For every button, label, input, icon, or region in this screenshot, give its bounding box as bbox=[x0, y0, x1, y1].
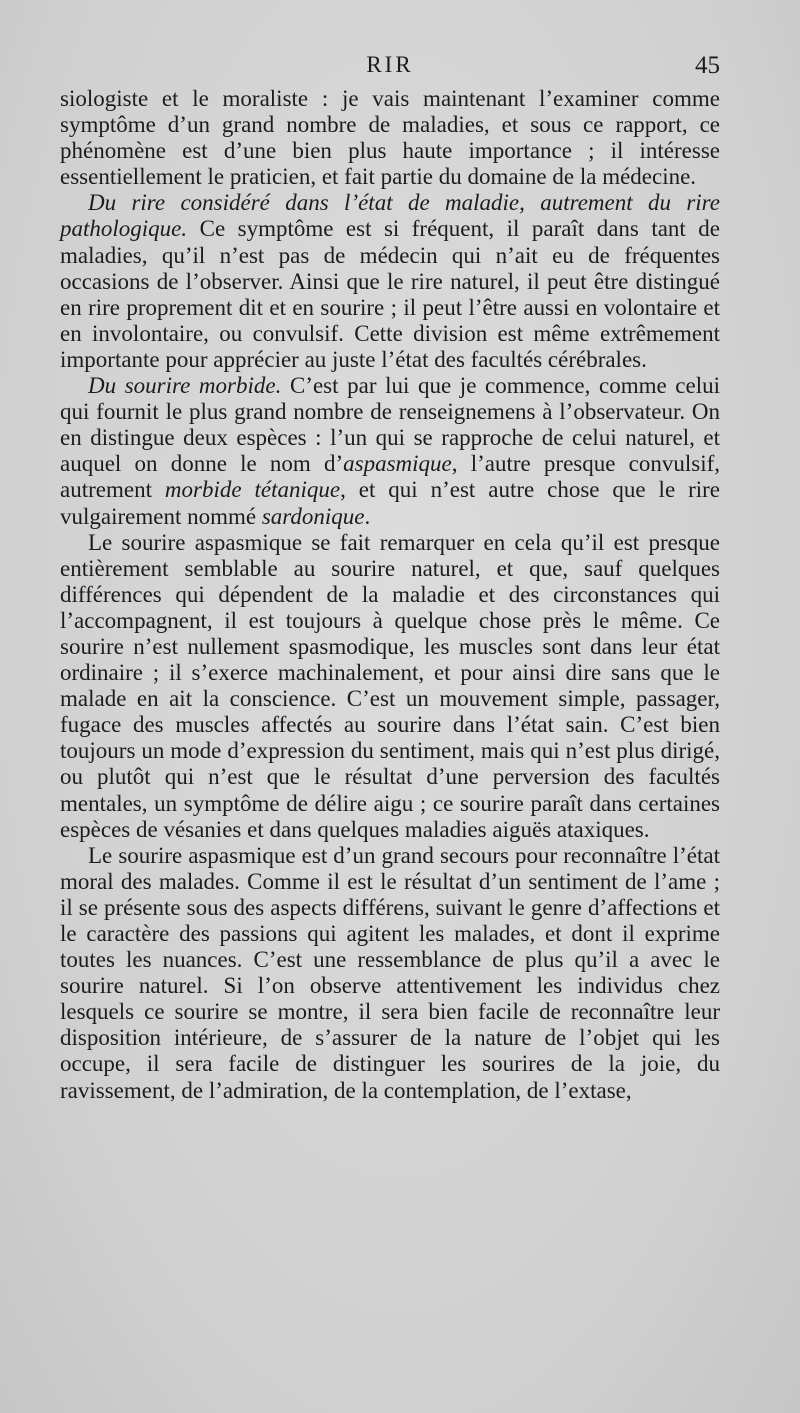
text-run: Le sourire aspasmique se fait remarquer en cela qu’il est presque entièrement semblable au sourire naturel, et que, sauf quelques différences qui dépendent de la maladie et des circonstances qui l’accompagnent, il est toujours à quelque chose près le même. Ce sourire n’est nullement spasmodique, les muscles sont dans leur état ordinaire ; il s’exerce machinalement, et pour ainsi dire sans que le malade en ait la conscience. C’est un mouvement simple, passager, fugace des muscles affectés au sourire dans l’état sain. C’est bien toujours un mode d’expression du sentiment, mais qui n’est plus dirigé, ou plutôt qui n’est que le résultat d’une perversion des facultés mentales, un symptôme de délire aigu ; ce sourire paraît dans certaines espèces de vésanies et dans quelques maladies aiguës ataxiques. bbox=[60, 529, 720, 842]
page-header bbox=[60, 52, 720, 86]
text-run: . bbox=[364, 503, 371, 529]
italic-text: aspasmique bbox=[343, 451, 452, 477]
paragraph bbox=[60, 86, 720, 190]
text-run: Le sourire aspasmique est d’un grand secours pour reconnaître l’état moral des malades. Comme il est le résultat d’un sentiment de l’ame ; il se présente sous des aspects différens, suivant le genre d’affections et le caractère des passions qui agitent les malades, et dont il exprime toutes les nuances. C’est une ressemblance de plus qu’il a avec le sourire naturel. Si l’on observe attentivement les individus chez lesquels ce sourire se montre, il sera bien facile de reconnaître leur disposition intérieure, de s’assurer de la nature de l’objet qui les occupe, il sera facile de distinguer les sourires de la joie, du ravissement, de l’admiration, de la contemplation, de l’extase, bbox=[60, 842, 720, 1103]
text-run: Ce symptôme est si fréquent, il paraît dans tant de maladies, qu’il n’est pas de médecin qui n’ait eu de fréquentes occasions de l’observer. Ainsi que le rire naturel, il peut être distingué en rire proprement dit et en sourire ; il peut l’être aussi en volontaire et en involontaire, ou convulsif. Cette division est même extrêmement importante pour apprécier au juste l’état des facultés cérébrales. bbox=[60, 216, 720, 372]
italic-text: Du sourire morbide. bbox=[88, 373, 282, 399]
text-run: C’est par lui que je commence, comme celui qui fournit le plus grand nombre de renseignemens à l’observateur. On en distingue deux espèces : l’un qui se rapproche de celui naturel, et auquel on donne le nom d’ bbox=[60, 373, 720, 477]
italic-text: sardonique bbox=[261, 503, 365, 529]
paragraph bbox=[60, 190, 720, 373]
paragraph bbox=[60, 843, 720, 1104]
page-number: 45 bbox=[695, 52, 720, 79]
text-run: , l’autre presque convulsif, autrement bbox=[60, 451, 720, 503]
paragraph bbox=[60, 530, 720, 843]
italic-text: Du rire considéré dans l’état de maladie, autrement du rire pathologique. bbox=[60, 190, 720, 242]
running-head: RIR bbox=[366, 52, 414, 77]
text-run: siologiste et le moraliste : je vais maintenant l’examiner comme symptôme d’un grand nombre de maladies, et sous ce rapport, ce phénomène est d’une bien plus haute importance ; il intéresse essentiellement le praticien, et fait partie du domaine de la médecine. bbox=[60, 86, 720, 190]
italic-text: morbide tétanique bbox=[164, 477, 341, 503]
body-text bbox=[60, 86, 720, 1104]
paragraph bbox=[60, 373, 720, 530]
text-run: , et qui n’est autre chose que le rire vulgairement nommé bbox=[60, 477, 720, 529]
